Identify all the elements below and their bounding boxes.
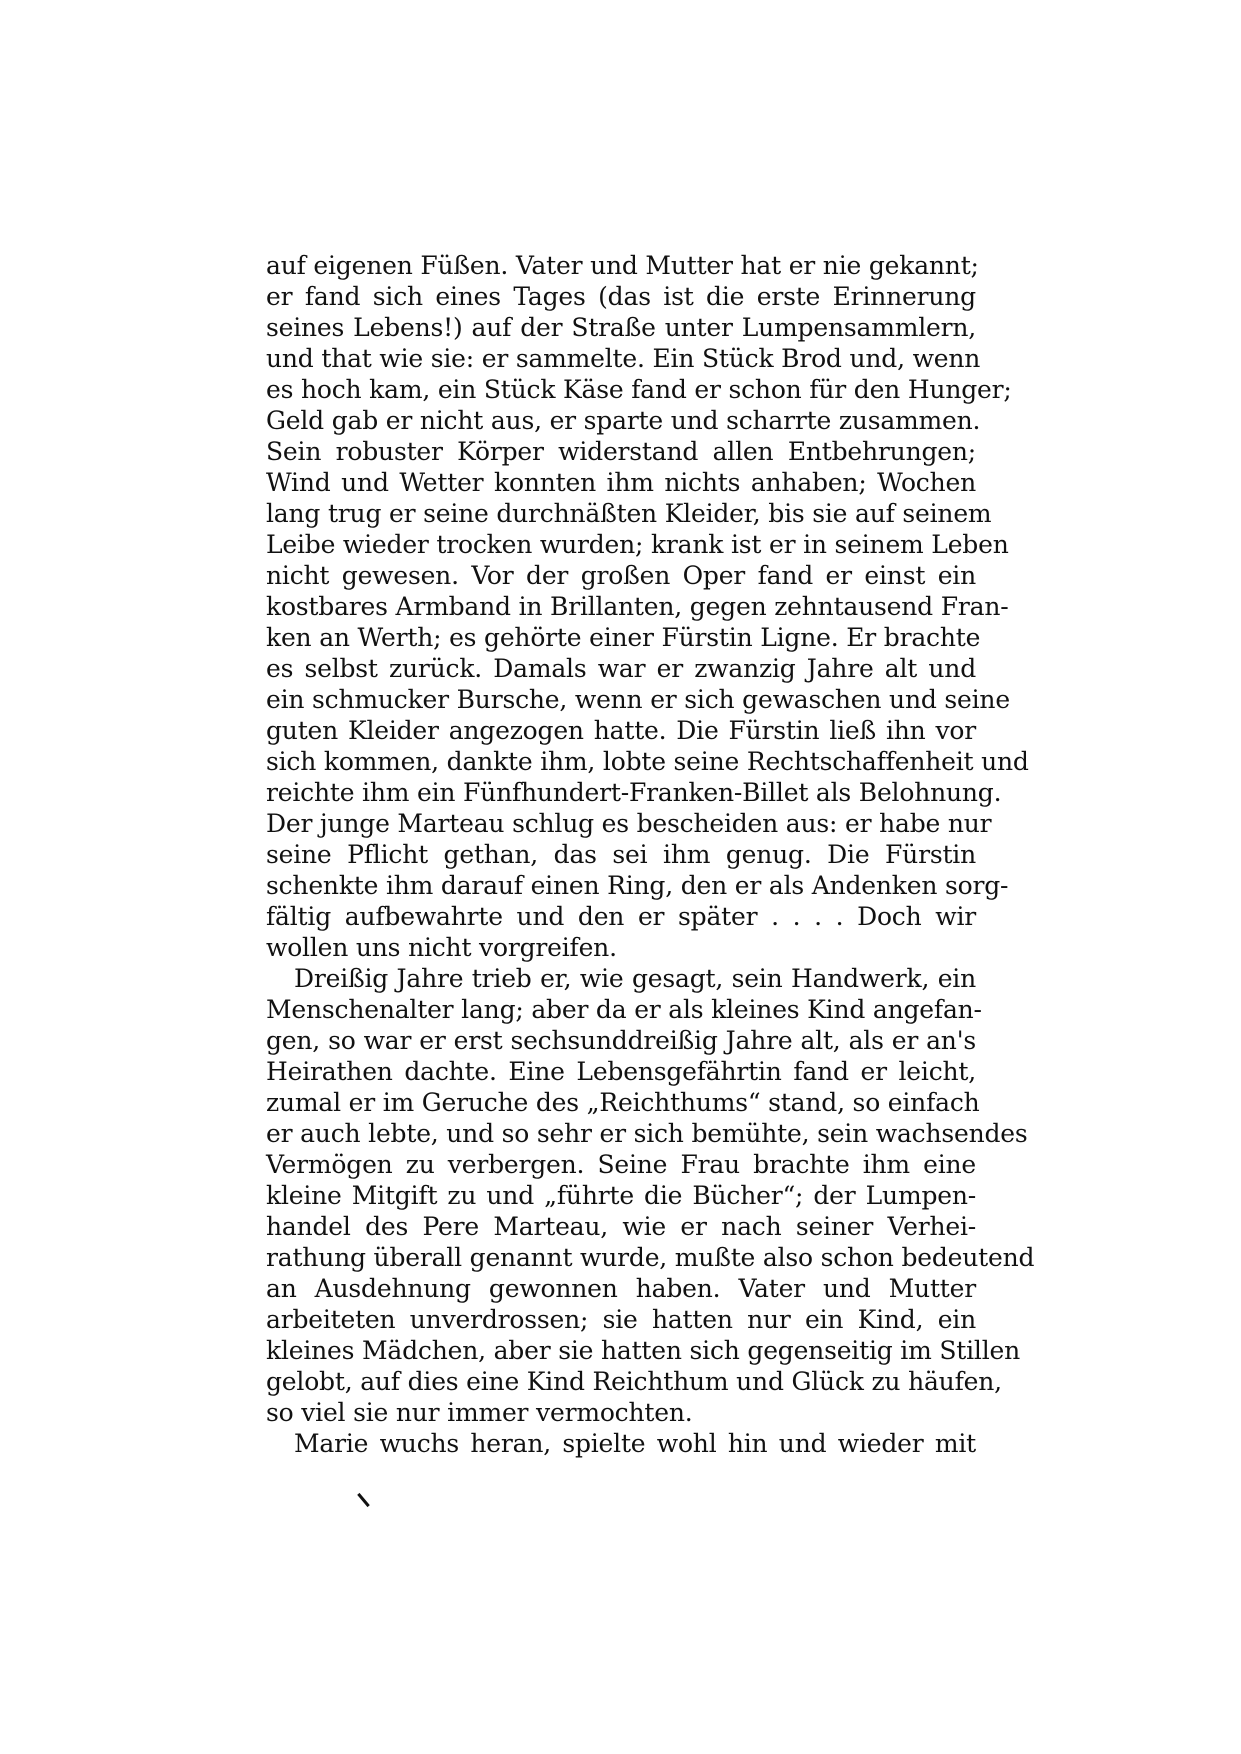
text-line: Vermögen zu verbergen. Seine Frau brachte ihm eine [266,1150,976,1179]
text-line: er auch lebte, und so sehr er sich bemühte, sein wachsendes [266,1119,1028,1148]
text-line: Der junge Marteau schlug es bescheiden aus: er habe nur [266,809,992,838]
text-line: und that wie sie: er sammelte. Ein Stück Brod und, wenn [266,344,981,373]
text-line: Wind und Wetter konnten ihm nichts anhaben; Wochen [266,468,976,497]
text-line: wollen uns nicht vorgreifen. [266,933,617,962]
text-line: gelobt, auf dies eine Kind Reichthum und Glück zu häufen, [266,1367,1002,1396]
text-line: seine Pflicht gethan, das sei ihm genug. Die Fürstin [266,840,976,869]
text-line: er fand sich eines Tages (das ist die erste Erinnerung [266,282,976,311]
ink-mark [357,1493,370,1507]
text-line: Leibe wieder trocken wurden; krank ist er in seinem Leben [266,530,1009,559]
text-line: Marie wuchs heran, spielte wohl hin und wieder mit [294,1429,976,1458]
text-line: ein schmucker Bursche, wenn er sich gewaschen und seine [266,685,1010,714]
body-text [266,250,1035,1459]
text-line: rathung überall genannt wurde, mußte also schon bedeutend [266,1243,1035,1272]
text-line: handel des Pere Marteau, wie er nach seiner Verhei- [266,1212,976,1241]
text-line: reichte ihm ein Fünfhundert-Franken-Billet als Belohnung. [266,778,1002,807]
text-line: sich kommen, dankte ihm, lobte seine Rechtschaffenheit und [266,747,1029,776]
text-line: schenkte ihm darauf einen Ring, den er als Andenken sorg- [266,871,1009,900]
text-line: Heirathen dachte. Eine Lebensgefährtin fand er leicht, [266,1057,976,1086]
text-line: an Ausdehnung gewonnen haben. Vater und Mutter [266,1274,976,1303]
text-line: nicht gewesen. Vor der großen Oper fand er einst ein [266,561,976,590]
text-line: so viel sie nur immer vermochten. [266,1398,693,1427]
text-line: Geld gab er nicht aus, er sparte und scharrte zusammen. [266,406,981,435]
text-line: kostbares Armband in Brillanten, gegen zehntausend Fran- [266,592,1009,621]
text-line: kleine Mitgift zu und „führte die Bücher“; der Lumpen- [266,1181,976,1210]
text-line: gen, so war er erst sechsunddreißig Jahre alt, als er an's [266,1026,976,1055]
text-line: Sein robuster Körper widerstand allen Entbehrungen; [266,437,976,466]
text-line: es hoch kam, ein Stück Käse fand er schon für den Hunger; [266,375,1012,404]
text-line: Menschenalter lang; aber da er als kleines Kind angefan- [266,995,982,1024]
text-line: auf eigenen Füßen. Vater und Mutter hat er nie gekannt; [266,251,979,280]
text-line: seines Lebens!) auf der Straße unter Lumpensammlern, [266,313,976,342]
text-line: ken an Werth; es gehörte einer Fürstin Ligne. Er brachte [266,623,981,652]
text-line: lang trug er seine durchnäßten Kleider, bis sie auf seinem [266,499,992,528]
text-line: es selbst zurück. Damals war er zwanzig Jahre alt und [266,654,976,683]
text-line: zumal er im Geruche des „Reichthums“ stand, so einfach [266,1088,980,1117]
text-line: Dreißig Jahre trieb er, wie gesagt, sein Handwerk, ein [294,964,976,993]
text-line: kleines Mädchen, aber sie hatten sich gegenseitig im Stillen [266,1336,1021,1365]
text-line: guten Kleider angezogen hatte. Die Fürstin ließ ihn vor [266,716,976,745]
text-line: fältig aufbewahrte und den er später . . . . Doch wir [266,902,976,931]
text-line: arbeiteten unverdrossen; sie hatten nur ein Kind, ein [266,1305,976,1334]
